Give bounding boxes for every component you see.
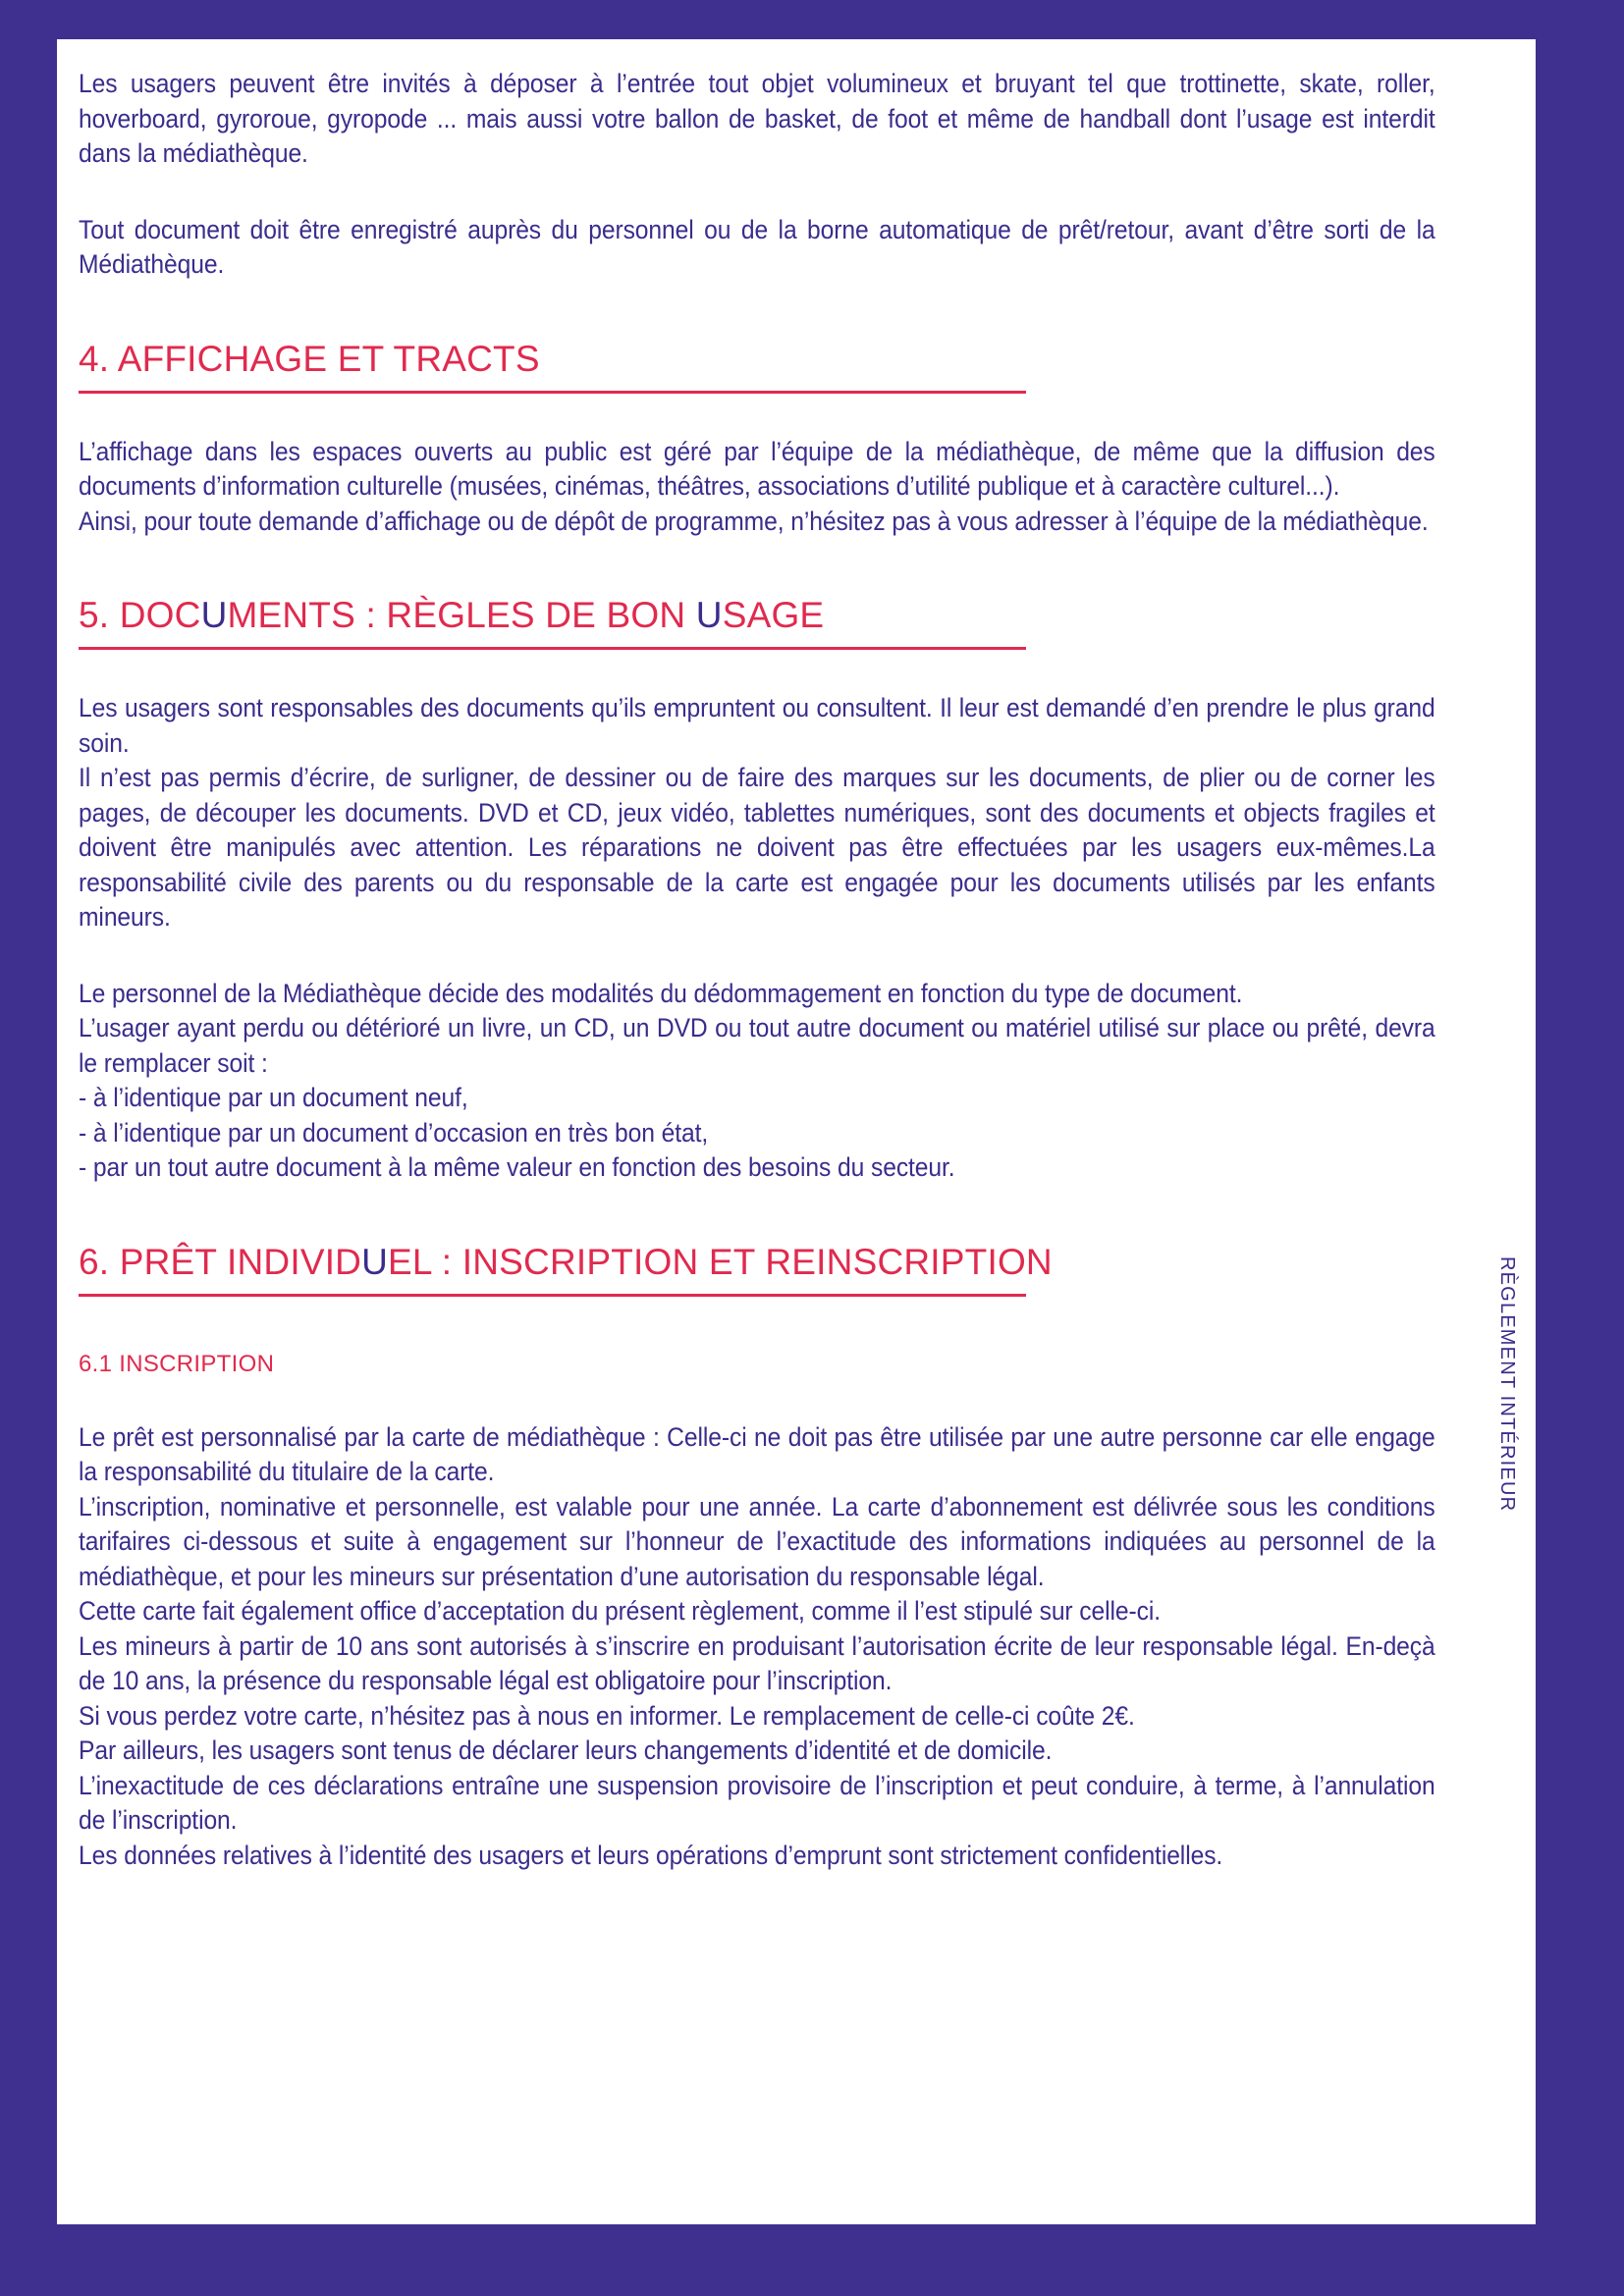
section-5-heading: [79, 594, 1435, 637]
paragraph-usagers-responsables: Les usagers sont responsables des documents qu’ils empruntent ou consultent. Il leur est demandé d’en prendre le plus grand soin.: [79, 693, 1435, 758]
paragraph-interdictions-documents: Il n’est pas permis d’écrire, de surligner, de dessiner ou de faire des marques sur les documents, de plier ou de corner les pages, de découper les documents. DVD et CD, jeux vidéo, tablettes numériques, sont des documents et objects fragiles et doivent être manipulés avec attention. Les réparations ne doivent pas être effectuées par les usagers eux-mêmes.La responsabilité civile des parents ou du responsable de la carte est engagée pour les documents utilisés par les enfants mineurs.: [79, 763, 1435, 932]
section-5-heading-part-2: MENTS : RÈGLES DE BON: [227, 595, 696, 635]
spacer: [79, 172, 1435, 213]
paragraph-perte-carte: Si vous perdez votre carte, n’hésitez pas à nous en informer. Le remplacement de celle-ci coûte 2€.: [79, 1700, 1135, 1731]
section-5-heading-part-1: 5. DOC: [79, 595, 201, 635]
paragraph-objets-volumineux: Les usagers peuvent être invités à déposer à l’entrée tout objet volumineux et bruyant tel que trottinette, skate, roller, hoverboard, gyroroue, gyropode ... mais aussi votre ballon de basket, de foot et même de handball dont l’usage est interdit dans la médiathèque.: [79, 69, 1435, 168]
spacer: [79, 405, 1435, 435]
list-item-meme-valeur: - par un tout autre document à la même valeur en fonction des besoins du secteur.: [79, 1152, 955, 1182]
spacer: [79, 935, 1435, 977]
document-content: [79, 67, 1435, 1873]
section-4-affichage-et-tracts: [79, 338, 1435, 394]
paragraph-carte-personnalisee: Le prêt est personnalisé par la carte de médiathèque : Celle-ci ne doit pas être utilisée par une autre personne car elle engage la responsabilité du titulaire de la carte.: [79, 1421, 1435, 1486]
section-5-documents-regles-de-bon-usage: [79, 594, 1435, 650]
paragraph-acceptation-reglement: Cette carte fait également office d’acceptation du présent règlement, comme il l’est stipulé sur celle-ci.: [79, 1596, 1162, 1626]
paragraph-inexactitude-declarations: L’inexactitude de ces déclarations entraîne une suspension provisoire de l’inscription et peut conduire, à terme, à l’annulation de l’inscription.: [79, 1770, 1435, 1835]
list-item-identique-occasion: - à l’identique par un document d’occasion en très bon état,: [79, 1117, 709, 1148]
section-5-heading-accent-u2: U: [695, 595, 723, 635]
section-6-heading-part-1: 6. PRÊT INDIVID: [79, 1241, 362, 1282]
spacer: [79, 1308, 1435, 1350]
paragraph-mineurs-inscription: Les mineurs à partir de 10 ans sont autorisés à s’inscrire en produisant l’autorisation écrite de leur responsable légal. En-deçà de 10 ans, la présence du responsable légal est obligatoire pour l’inscription.: [79, 1630, 1435, 1695]
spacer: [79, 662, 1435, 691]
paragraph-remplacement-document: L’usager ayant perdu ou détérioré un livre, un CD, un DVD ou tout autre document ou matériel utilisé sur place ou prêté, devra le remplacer soit :: [79, 1013, 1435, 1078]
section-6-rule: [79, 1294, 1026, 1297]
section-6-pret-individuel: [79, 1241, 1435, 1297]
spacer: [79, 283, 1435, 338]
section-5-heading-accent-u1: U: [200, 595, 228, 635]
spacer: [79, 539, 1435, 594]
paragraph-donnees-confidentielles: Les données relatives à l’identité des usagers et leurs opérations d’emprunt sont strictement confidentielles.: [79, 1840, 1223, 1870]
section-4-rule: [79, 391, 1026, 394]
section-4-heading: 4. AFFICHAGE ET TRACTS: [79, 338, 540, 379]
section-6-heading: [79, 1241, 1435, 1284]
section-6-heading-part-2: EL : INSCRIPTION ET REINSCRIPTION: [388, 1241, 1053, 1282]
subsection-6-1-heading: 6.1 INSCRIPTION: [79, 1350, 275, 1377]
paragraph-inscription-validite: L’inscription, nominative et personnelle, est valable pour une année. La carte d’abonnement est délivrée sous les conditions tarifaires ci-dessous et suite à engagement sur l’honneur de l’exactitude des informations indiquées au personnel de la médiathèque, et pour les mineurs sur présentation d’une autorisation du responsable légal.: [79, 1491, 1435, 1591]
spacer: [79, 1186, 1435, 1241]
list-item-identique-neuf: - à l’identique par un document neuf,: [79, 1083, 468, 1112]
paragraph-dedommagement: Le personnel de la Médiathèque décide des modalités du dédommagement en fonction du type de document.: [79, 978, 1243, 1008]
section-5-rule: [79, 647, 1026, 650]
section-5-heading-part-3: SAGE: [722, 595, 825, 635]
paragraph-affichage-espaces-publics: L’affichage dans les espaces ouverts au public est géré par l’équipe de la médiathèque, de même que la diffusion des documents d’information culturelle (musées, cinémas, théâtres, associations d’utilité publique et à caractère culturel...).: [79, 436, 1435, 501]
paragraph-demande-affichage: Ainsi, pour toute demande d’affichage ou de dépôt de programme, n’hésitez pas à vous adresser à l’équipe de la médiathèque.: [79, 506, 1429, 536]
paragraph-changements-identite: Par ailleurs, les usagers sont tenus de déclarer leurs changements d’identité et de domicile.: [79, 1735, 1053, 1765]
side-label-reglement-interieur: RÈGLEMENT INTÉRIEUR: [1496, 1256, 1518, 1513]
document-page: [57, 39, 1536, 2224]
section-6-heading-accent-u1: U: [361, 1241, 389, 1282]
spacer: [79, 1379, 1435, 1420]
paragraph-enregistrement-document: Tout document doit être enregistré auprès du personnel ou de la borne automatique de prêt/retour, avant d’être sorti de la Médiathèque.: [79, 214, 1435, 279]
